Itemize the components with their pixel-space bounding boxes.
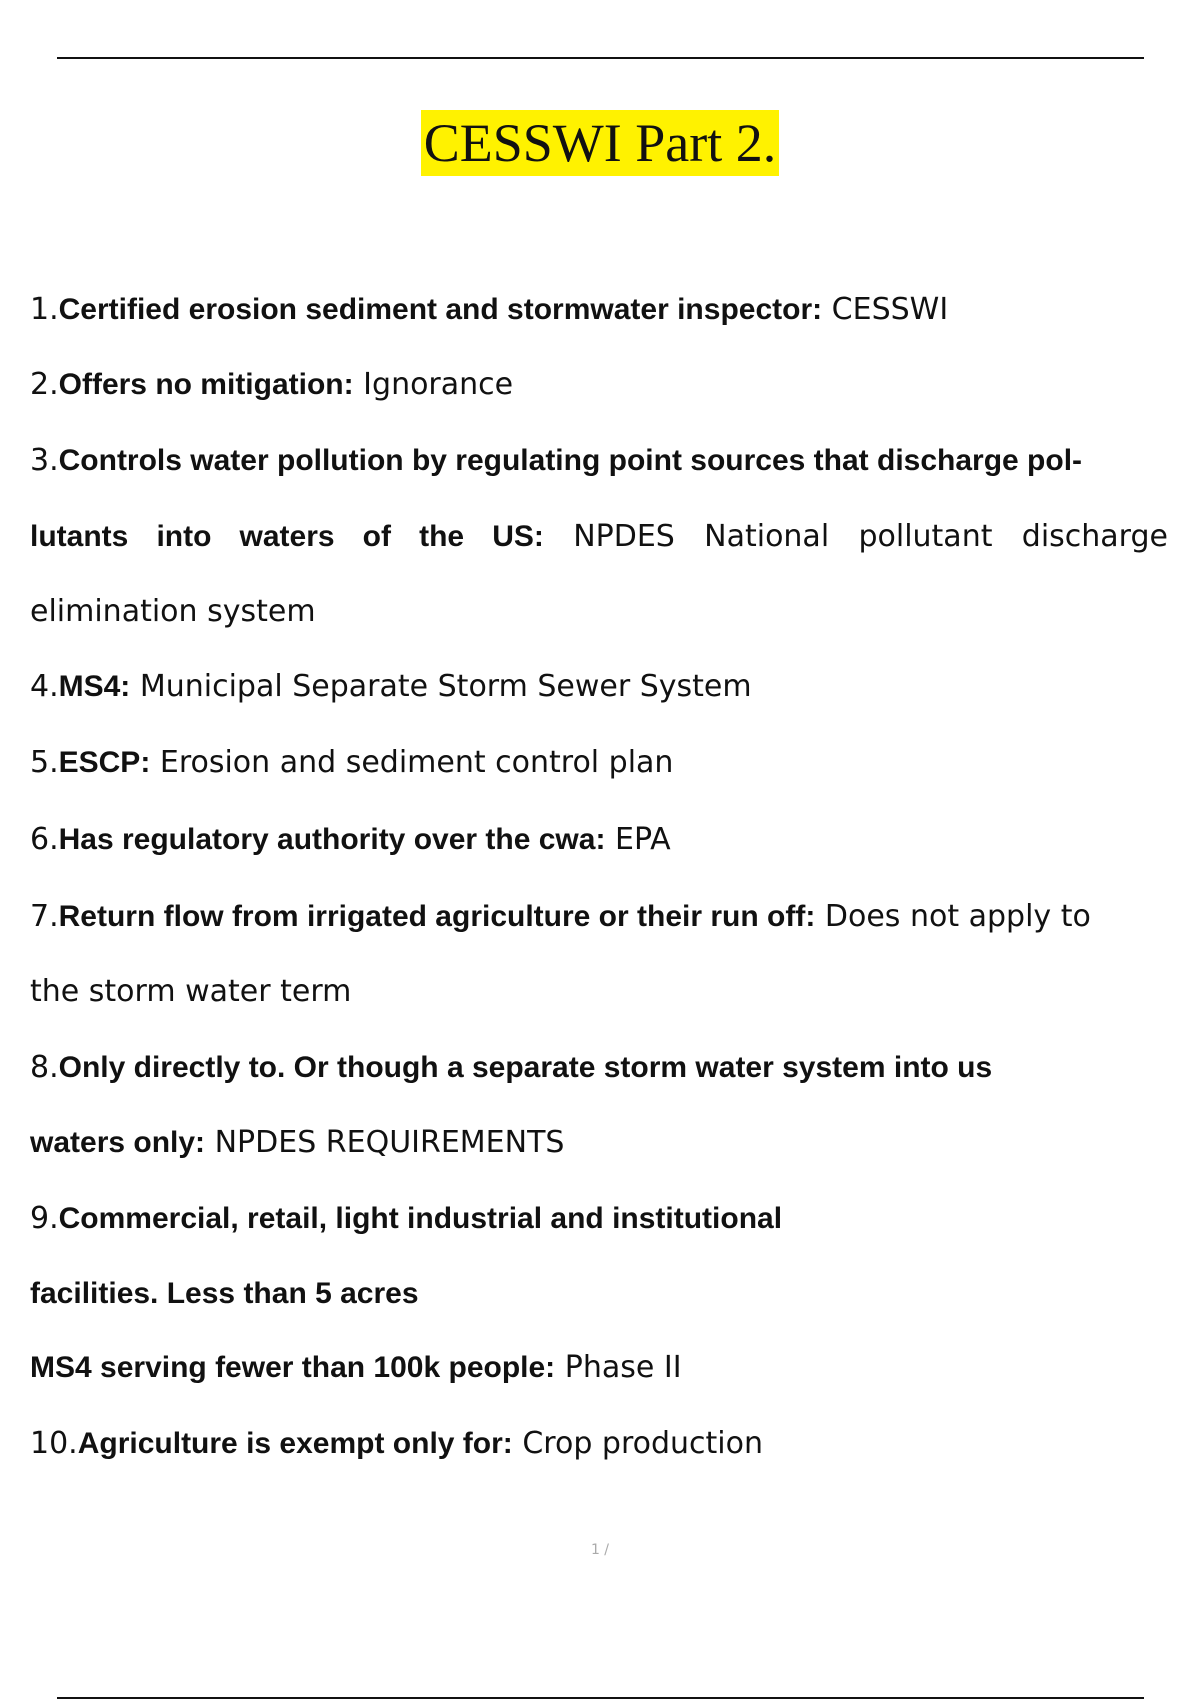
list-item (30, 365, 513, 405)
item-number: 1. (30, 292, 59, 327)
item-number: 9. (30, 1201, 59, 1236)
list-item (30, 820, 671, 860)
item-number: 5. (30, 745, 59, 780)
list-item (30, 441, 1082, 481)
item-number: 6. (30, 822, 59, 857)
item-definition: CESSWI (831, 292, 949, 327)
item-definition: NPDES National pollutant discharge (573, 519, 1168, 554)
list-item (30, 1199, 782, 1239)
list-item (30, 1048, 992, 1088)
list-item-continuation (30, 972, 351, 1012)
list-item (30, 897, 1091, 937)
list-item-continuation (30, 1348, 682, 1388)
list-item (30, 743, 673, 783)
item-definition: Crop production (522, 1426, 763, 1461)
list-item (30, 290, 948, 330)
item-term: Commercial, retail, light industrial and institutional (58, 1202, 783, 1235)
item-term: Has regulatory authority over the cwa: (58, 823, 606, 856)
item-term: Controls water pollution by regulating point sources that discharge pol- (58, 444, 1083, 477)
list-item-continuation (30, 1274, 419, 1314)
list-item-continuation (30, 592, 316, 632)
list-item (30, 1424, 763, 1464)
item-definition: the storm water term (30, 974, 352, 1009)
item-definition: Does not apply to (824, 899, 1091, 934)
item-number: 8. (30, 1050, 59, 1085)
item-definition: EPA (614, 822, 671, 857)
item-number: 7. (30, 899, 59, 934)
list-item-continuation (30, 1123, 564, 1163)
page-title: CESSWI Part 2. (421, 110, 780, 176)
item-number: 2. (30, 367, 59, 402)
list-item-continuation (30, 517, 1168, 557)
item-definition: NPDES REQUIREMENTS (214, 1125, 565, 1160)
item-term: facilities. Less than 5 acres (30, 1277, 419, 1310)
bottom-rule (57, 1697, 1144, 1699)
item-definition: Phase II (564, 1350, 682, 1385)
item-term: Return flow from irrigated agriculture or their run off: (58, 900, 816, 933)
item-term: MS4 serving fewer than 100k people: (30, 1351, 556, 1384)
item-term: lutants into waters of the US: (30, 520, 544, 553)
item-term: ESCP: (58, 746, 151, 779)
item-number: 3. (30, 443, 59, 478)
item-number: 10. (30, 1426, 78, 1461)
page-number: 1 / (590, 1542, 610, 1558)
item-term: Only directly to. Or though a separate storm water system into us (58, 1051, 993, 1084)
item-definition: elimination system (30, 594, 316, 629)
item-term: Certified erosion sediment and stormwater inspector: (58, 293, 823, 326)
title-wrap (0, 110, 1200, 176)
item-definition: Erosion and sediment control plan (159, 745, 674, 780)
item-term: waters only: (30, 1126, 206, 1159)
item-definition: Municipal Separate Storm Sewer System (139, 669, 752, 704)
item-term: Offers no mitigation: (58, 368, 354, 401)
list-item (30, 667, 752, 707)
item-definition: Ignorance (363, 367, 514, 402)
item-number: 4. (30, 669, 59, 704)
top-rule (57, 57, 1144, 59)
item-term: Agriculture is exempt only for: (77, 1427, 513, 1460)
item-term: MS4: (58, 670, 131, 703)
